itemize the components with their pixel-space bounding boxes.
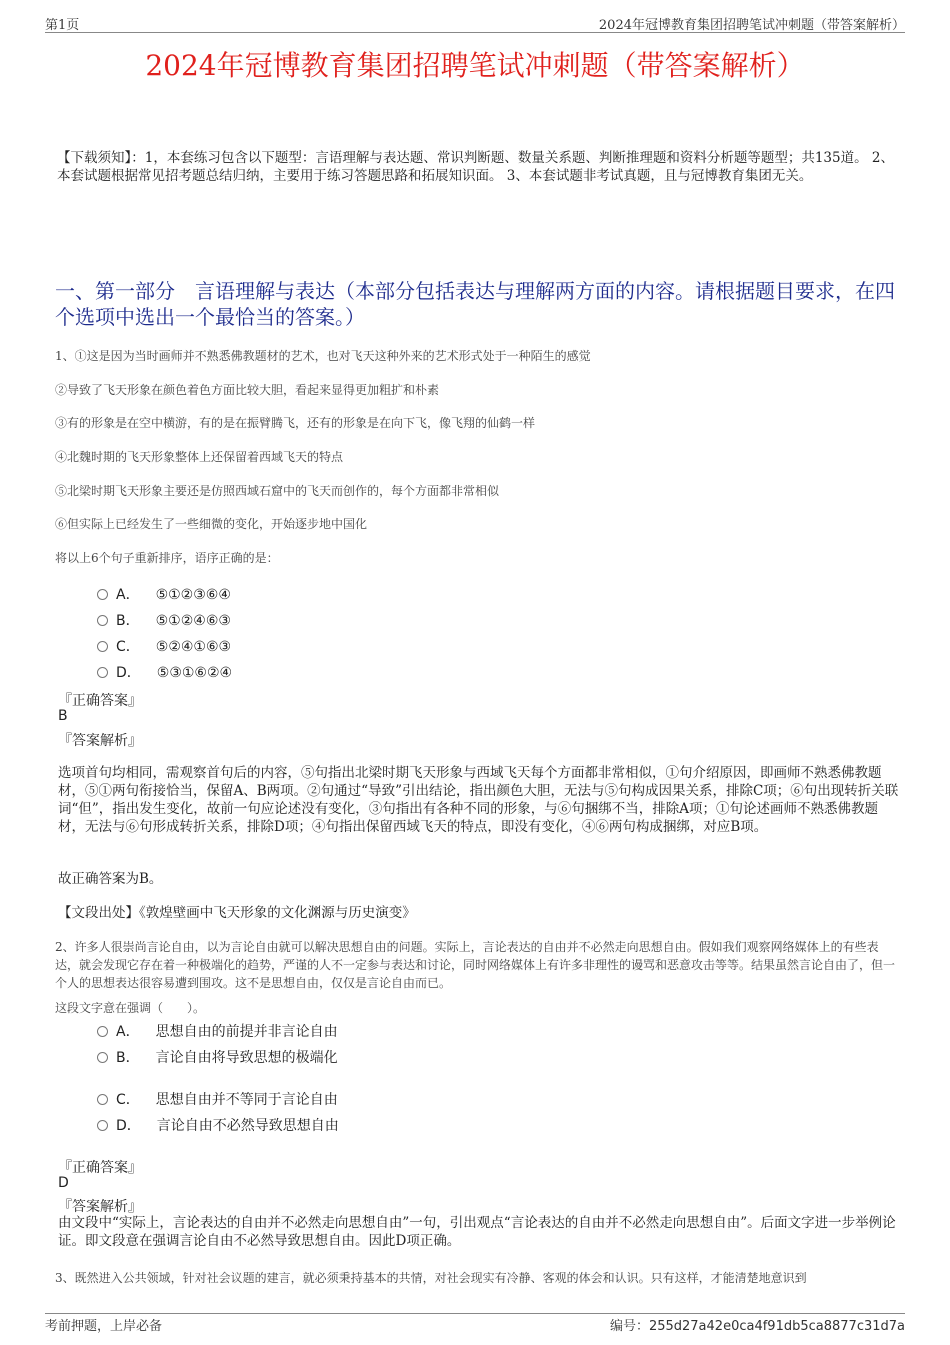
q2-analysis-label: 『答案解析』 (58, 1199, 142, 1215)
q2-option-b[interactable]: B． 言论自由将导致思想的极端化 (97, 1047, 338, 1067)
radio-icon[interactable] (97, 1052, 108, 1063)
q1-option-a[interactable]: A． ⑤①②③⑥④ (97, 584, 231, 604)
q1-analysis-label: 『答案解析』 (58, 733, 142, 749)
q1-line-3: ③有的形象是在空中横游，有的是在振臂腾飞，还有的形象是在向下飞，像飞翔的仙鹤一样 (55, 416, 536, 430)
q1-answer: B (58, 708, 68, 724)
radio-icon[interactable] (97, 641, 108, 652)
q3-text: 3、既然进入公共领域，针对社会议题的建言，就必须秉持基本的共情，对社会现实有冷静、客观的体会和认识。只有这样，才能清楚地意识到 (55, 1271, 807, 1285)
footer-divider (45, 1313, 905, 1314)
q2-option-c[interactable]: C． 思想自由并不等同于言论自由 (97, 1089, 338, 1109)
header-doc-title: 2024年冠博教育集团招聘笔试冲刺题（带答案解析） (598, 18, 905, 33)
footer-slogan: 考前押题，上岸必备 (45, 1319, 163, 1334)
section-heading: 一、第一部分 言语理解与表达（本部分包括表达与理解两方面的内容。请根据题目要求，在四个选项中选出一个最恰当的答案。） (55, 279, 895, 329)
download-notice: 【下载须知】：1，本套练习包含以下题型：言语理解与表达题、常识判断题、数量关系题、判断推理题和资料分析题等题型；共135道。 2、本套试题根据常见招考题总结归纳，主要用于练习答题思路和拓展知识面。 3、本套试题非考试真题，且与冠博教育集团无关。 (57, 150, 894, 184)
footer-code-value: 255d27a42e0ca4f91db5ca8877c31d7a (648, 1319, 905, 1334)
header-divider (45, 32, 905, 33)
q1-line-6: ⑥但实际上已经发生了一些细微的变化，开始逐步地中国化 (55, 517, 368, 531)
q1-option-c[interactable]: C． ⑤②④①⑥③ (97, 636, 231, 656)
q1-source: 【文段出处】《敦煌壁画中飞天形象的文化渊源与历史演变》 (58, 905, 416, 921)
page-number: 第1页 (45, 18, 80, 33)
q1-line-4: ④北魏时期的飞天形象整体上还保留着西域飞天的特点 (55, 450, 344, 464)
q2-answer-label: 『正确答案』 (58, 1160, 142, 1176)
q1-line-2: ②导致了飞天形象在颜色着色方面比较大胆，看起来显得更加粗扩和朴素 (55, 383, 440, 397)
q1-line-1: 1、①这是因为当时画师并不熟悉佛教题材的艺术，也对飞天这种外来的艺术形式处于一种陌生的感觉 (55, 349, 591, 363)
q1-analysis: 选项首句均相同，需观察首句后的内容，⑤句指出北梁时期飞天形象与西域飞天每个方面都非常相似，①句介绍原因，即画师不熟悉佛教题材，⑤①两句衔接恰当，保留A、B两项。②句通过“导致”引出结论，指出颜色大胆，无法与⑤句构成因果关系，排除C项；⑥句出现转折关联词“但”，指出发生变化，故前一句应论述没有变化，③句指出有各种不同的形象，与⑥句捆绑不当，排除A项；①句论述画师不熟悉佛教题材，无法与⑥句形成转折关系，排除D项；④句指出保留西域飞天的特点，即没有变化，④⑥两句构成捆绑，对应B项。 (58, 765, 899, 835)
radio-icon[interactable] (97, 1026, 108, 1037)
q1-prompt: 将以上6个句子重新排序，语序正确的是： (55, 551, 279, 565)
radio-icon[interactable] (97, 667, 108, 678)
q1-option-d[interactable]: D． ⑤③①⑥②④ (97, 662, 232, 682)
radio-icon[interactable] (97, 615, 108, 626)
q2-option-d[interactable]: D． 言论自由不必然导致思想自由 (97, 1115, 339, 1135)
footer-code-label: 编号： (609, 1319, 649, 1334)
q2-answer: D (58, 1175, 69, 1191)
radio-icon[interactable] (97, 1120, 108, 1131)
radio-icon[interactable] (97, 589, 108, 600)
q1-conclusion: 故正确答案为B。 (58, 871, 163, 887)
q2-prompt: 这段文字意在强调（ ）。 (55, 1001, 206, 1015)
q2-text: 2、许多人很崇尚言论自由，以为言论自由就可以解决思想自由的问题。实际上，言论表达的自由并不必然走向思想自由。假如我们观察网络媒体上的有些表达，就会发现它存在着一种极端化的趋势，严谨的人不一定参与表达和讨论，同时网络媒体上有许多非理性的谩骂和恶意攻击等等。结果虽然言论自由了，但一个人的思想表达很容易遭到围攻。这不是思想自由，仅仅是言论自由而已。 (55, 940, 896, 990)
q1-option-b[interactable]: B． ⑤①②④⑥③ (97, 610, 231, 630)
q2-analysis: 由文段中“实际上，言论表达的自由并不必然走向思想自由”一句，引出观点“言论表达的自由并不必然走向思想自由”。后面文字进一步举例论证。即文段意在强调言论自由不必然导致思想自由。因此D项正确。 (58, 1215, 896, 1249)
page-title: 2024年冠博教育集团招聘笔试冲刺题（带答案解析） (145, 49, 805, 82)
q1-answer-label: 『正确答案』 (58, 693, 142, 709)
q2-option-a[interactable]: A． 思想自由的前提并非言论自由 (97, 1021, 338, 1041)
radio-icon[interactable] (97, 1094, 108, 1105)
footer-code (610, 1315, 905, 1334)
q1-line-5: ⑤北梁时期飞天形象主要还是仿照西域石窟中的飞天而创作的，每个方面都非常相似 (55, 484, 500, 498)
